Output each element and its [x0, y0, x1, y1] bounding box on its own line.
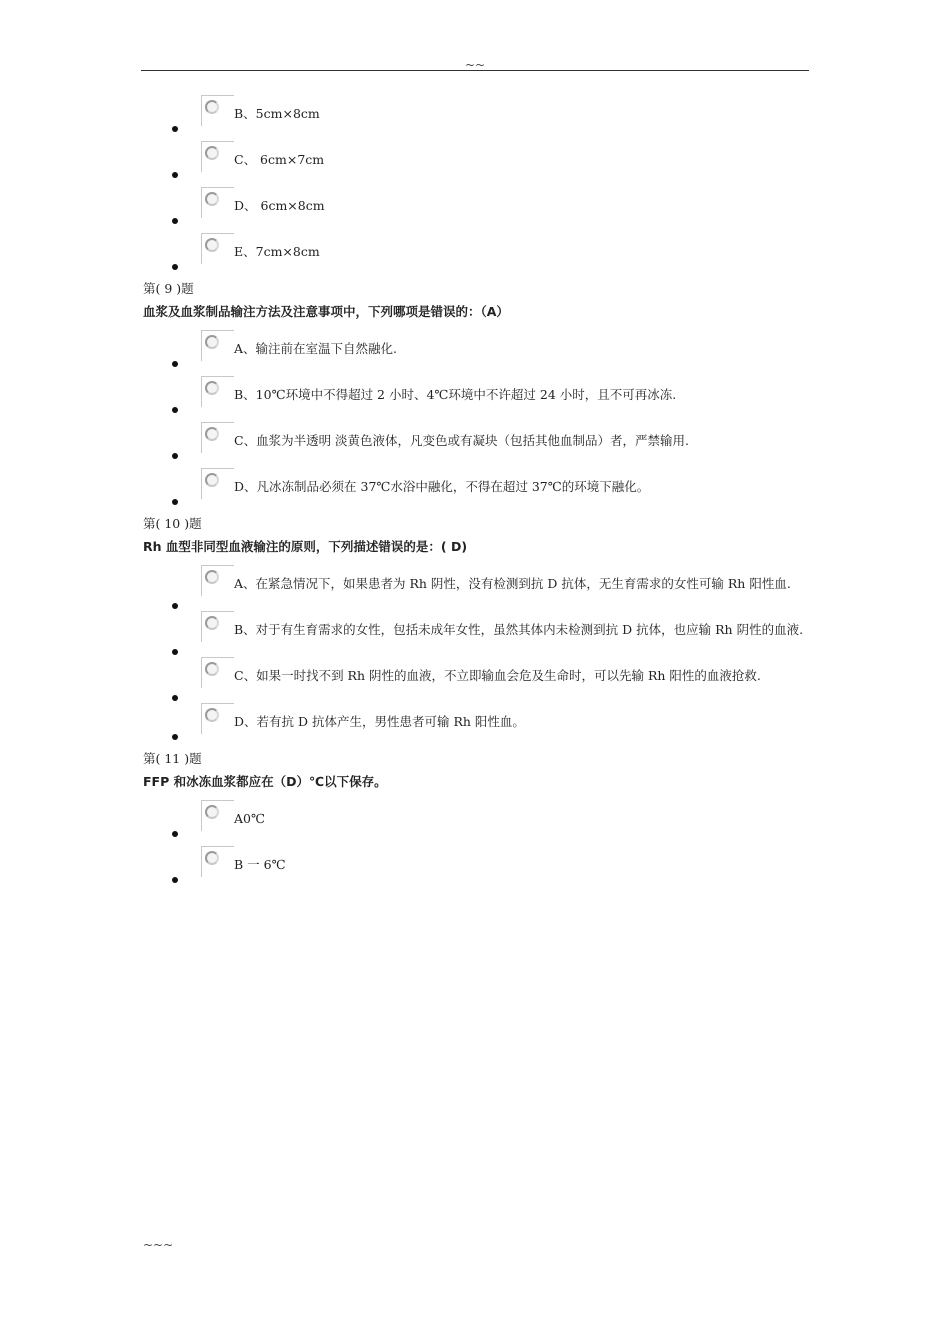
- option-text: B 一 6℃: [234, 857, 286, 872]
- bullet-icon: [172, 172, 178, 178]
- question-options: [143, 800, 808, 877]
- option-item[interactable]: [143, 611, 808, 642]
- bullet-icon: [172, 499, 178, 505]
- bullet-icon: [172, 831, 178, 837]
- option-text: C、如果一时找不到 Rh 阴性的血液，不立即输血会危及生命时，可以先输 Rh 阳性的血液抢救.: [234, 668, 761, 683]
- prev-question-options: [143, 95, 808, 264]
- bullet-icon: [172, 126, 178, 132]
- question-text: FFP 和冰冻血浆都应在（D）℃以下保存。: [143, 774, 387, 789]
- question-options: [143, 330, 808, 499]
- option-item[interactable]: [143, 233, 808, 264]
- radio-icon[interactable]: [201, 657, 234, 688]
- question-number: 第( 10 )题: [143, 516, 202, 531]
- bullet-icon: [172, 453, 178, 459]
- question-number: 第( 11 )题: [143, 751, 202, 766]
- bullet-icon: [172, 361, 178, 367]
- radio-icon[interactable]: [201, 330, 234, 361]
- option-text: C、 6cm×7cm: [234, 152, 325, 167]
- radio-icon[interactable]: [201, 422, 234, 453]
- bullet-icon: [172, 877, 178, 883]
- radio-icon[interactable]: [201, 800, 234, 831]
- option-text: B、对于有生育需求的女性，包括未成年女性，虽然其体内未检测到抗 D 抗体，也应输 Rh 阴性的血液.: [234, 622, 804, 637]
- option-item[interactable]: [143, 330, 808, 361]
- option-item[interactable]: [143, 95, 808, 126]
- option-text: D、 6cm×8cm: [234, 198, 325, 213]
- question-number: 第( 9 )题: [143, 281, 194, 296]
- question-11: [143, 749, 808, 877]
- quiz-content: [143, 95, 808, 892]
- radio-icon[interactable]: [201, 468, 234, 499]
- option-text: A、在紧急情况下，如果患者为 Rh 阴性，没有检测到抗 D 抗体，无生育需求的女性可输 Rh 阳性血.: [234, 576, 791, 591]
- option-item[interactable]: [143, 703, 808, 734]
- bullet-icon: [172, 218, 178, 224]
- bullet-icon: [172, 734, 178, 740]
- question-9: [143, 279, 808, 499]
- option-text: A0℃: [234, 811, 265, 826]
- option-item[interactable]: [143, 422, 808, 453]
- option-text: E、7cm×8cm: [234, 244, 320, 259]
- page-header-mark: ~~: [464, 58, 486, 72]
- option-item[interactable]: [143, 846, 808, 877]
- bullet-icon: [172, 695, 178, 701]
- option-text: B、5cm×8cm: [234, 106, 320, 121]
- bullet-icon: [172, 603, 178, 609]
- radio-icon[interactable]: [201, 187, 234, 218]
- option-item[interactable]: [143, 468, 808, 499]
- option-item[interactable]: [143, 800, 808, 831]
- bullet-icon: [172, 649, 178, 655]
- radio-icon[interactable]: [201, 611, 234, 642]
- radio-icon[interactable]: [201, 141, 234, 172]
- option-item[interactable]: [143, 565, 808, 596]
- option-item[interactable]: [143, 187, 808, 218]
- radio-icon[interactable]: [201, 233, 234, 264]
- page-footer-mark: ~~~: [143, 1238, 174, 1252]
- option-text: D、凡冰冻制品必须在 37℃水浴中融化，不得在超过 37℃的环境下融化。: [234, 479, 650, 494]
- radio-icon[interactable]: [201, 95, 234, 126]
- radio-icon[interactable]: [201, 703, 234, 734]
- question-text: 血浆及血浆制品输注方法及注意事项中，下列哪项是错误的：（A）: [143, 304, 509, 319]
- option-text: B、10℃环境中不得超过 2 小时、4℃环境中不许超过 24 小时，且不可再冰冻.: [234, 387, 677, 402]
- option-text: D、若有抗 D 抗体产生，男性患者可输 Rh 阳性血。: [234, 714, 525, 729]
- header-divider: [141, 70, 809, 71]
- option-text: A、输注前在室温下自然融化.: [234, 341, 398, 356]
- question-options: [143, 565, 808, 734]
- option-item[interactable]: [143, 376, 808, 407]
- radio-icon[interactable]: [201, 565, 234, 596]
- question-10: [143, 514, 808, 734]
- option-item[interactable]: [143, 141, 808, 172]
- bullet-icon: [172, 407, 178, 413]
- option-text: C、血浆为半透明 淡黄色液体，凡变色或有凝块（包括其他血制品）者，严禁输用.: [234, 433, 690, 448]
- bullet-icon: [172, 264, 178, 270]
- radio-icon[interactable]: [201, 846, 234, 877]
- radio-icon[interactable]: [201, 376, 234, 407]
- option-item[interactable]: [143, 657, 808, 688]
- question-text: Rh 血型非同型血液输注的原则，下列描述错误的是：( D): [143, 539, 468, 554]
